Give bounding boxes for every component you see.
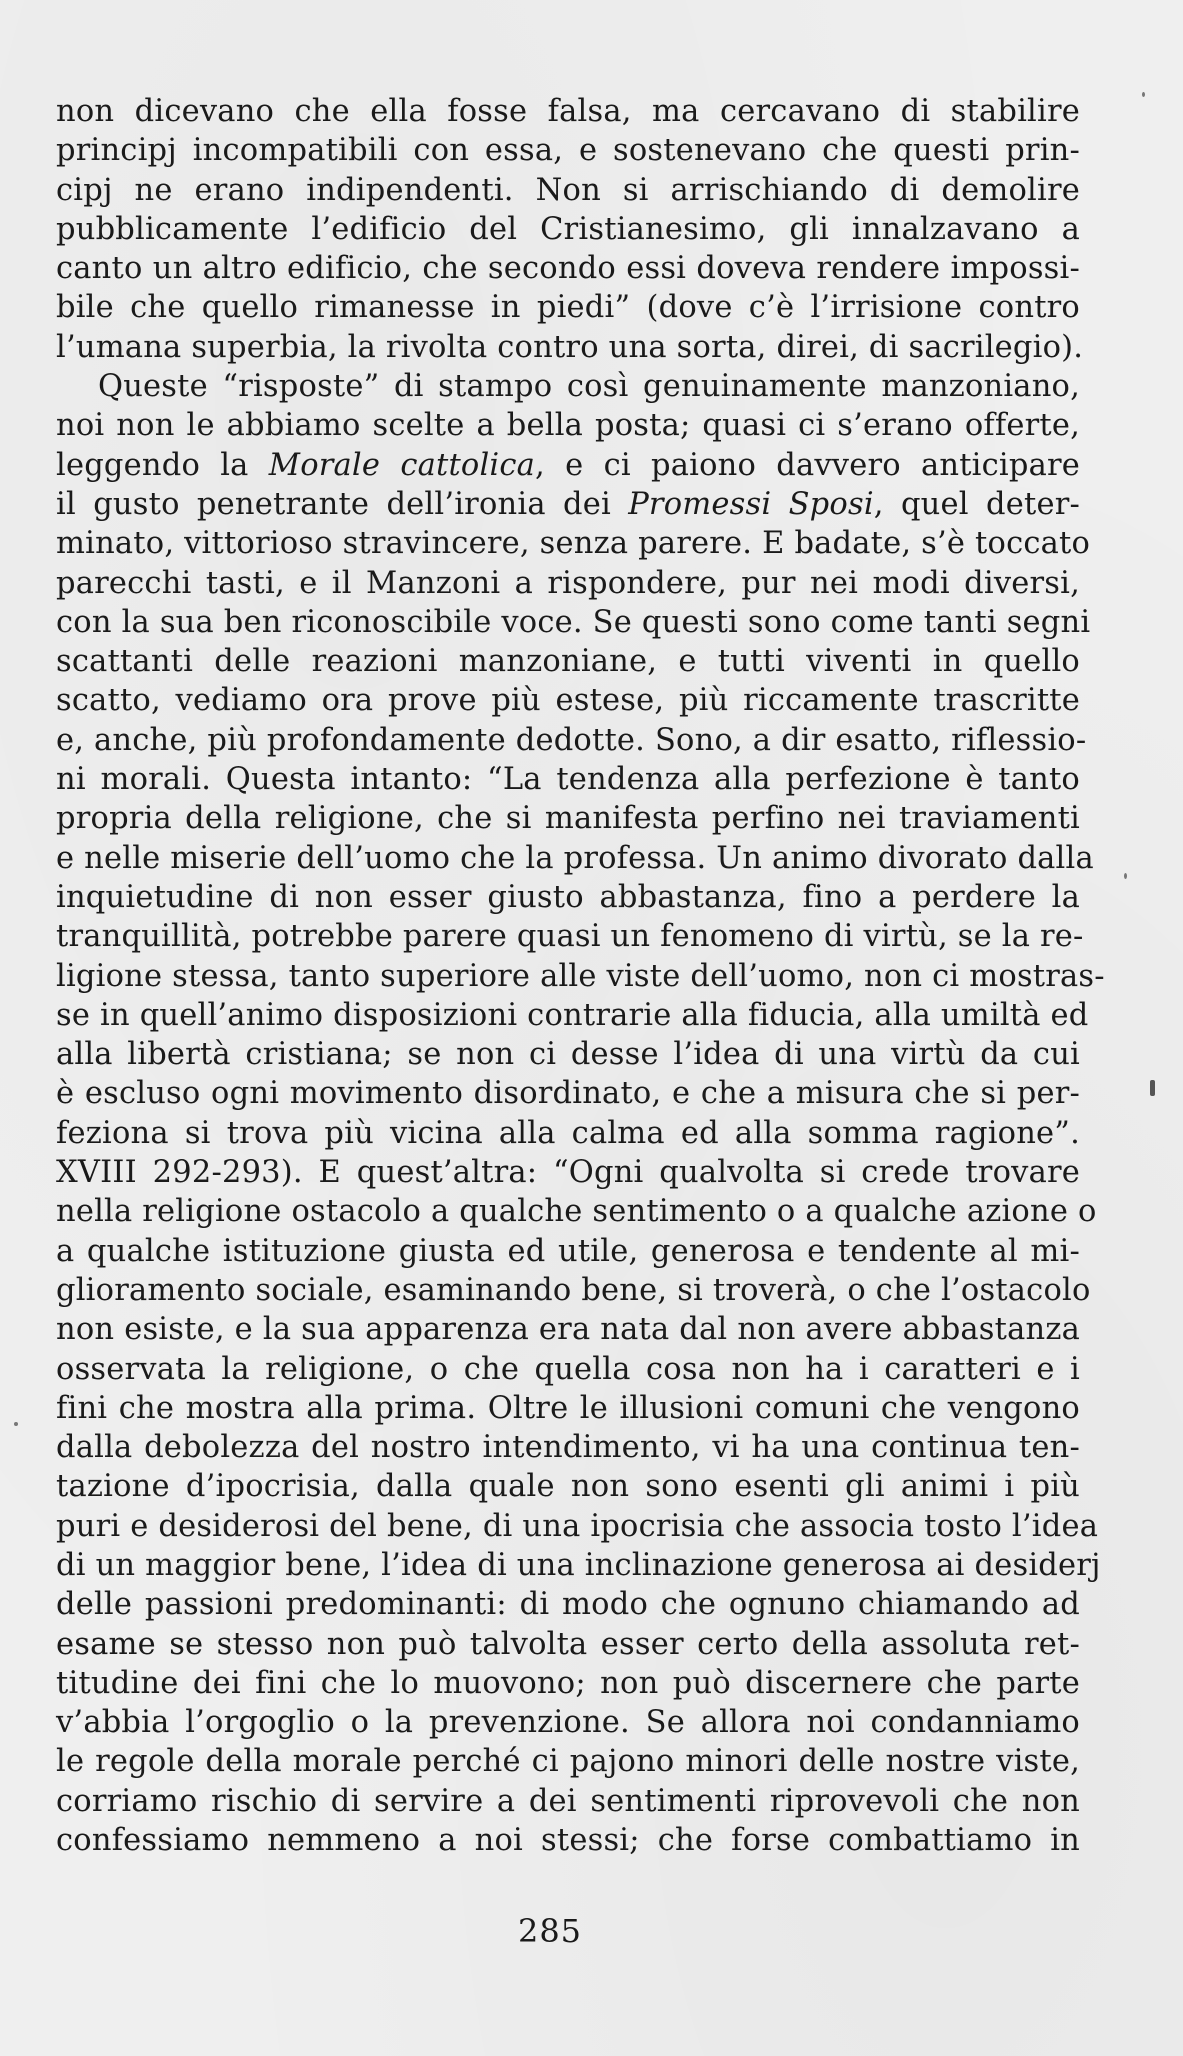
paper-speck: [1124, 873, 1127, 879]
text-line: fini che mostra alla prima. Oltre le illusioni comuni che vengono: [56, 1390, 1080, 1426]
text-segment: il gusto penetrante dell’ironia dei: [56, 486, 629, 522]
text-segment: , quel deter-: [873, 486, 1080, 522]
text-line: osservata la religione, o che quella cosa non ha i caratteri e i: [56, 1351, 1080, 1387]
text-line: minato, vittorioso stravincere, senza parere. E badate, s’è toccato: [56, 526, 1091, 562]
text-line: principj incompatibili con essa, e sostenevano che questi prin-: [56, 133, 1080, 169]
text-line: pubblicamente l’edificio del Cristianesimo, gli innalzavano a: [56, 211, 1080, 247]
text-line: feziona si trova più vicina alla calma ed alla somma ragione”.: [56, 1115, 1080, 1151]
text-line: e nelle miserie dell’uomo che la professa. Un animo divorato dalla: [56, 840, 1094, 876]
text-line: è escluso ogni movimento disordinato, e che a misura che si per-: [56, 1076, 1080, 1112]
body-text: [56, 92, 1105, 1860]
text-line: con la sua ben riconoscibile voce. Se questi sono come tanti segni: [56, 604, 1091, 640]
paper-speck: [1150, 1080, 1155, 1096]
text-line: ligione stessa, tanto superiore alle viste dell’uomo, non ci mostras-: [56, 958, 1105, 994]
text-line: dalla debolezza del nostro intendimento, vi ha una continua ten-: [56, 1430, 1080, 1466]
text-line: titudine dei fini che lo muovono; non può discernere che parte: [56, 1665, 1080, 1701]
text-line: v’abbia l’orgoglio o la prevenzione. Se allora noi condanniamo: [56, 1705, 1080, 1741]
text-line: tranquillità, potrebbe parere quasi un fenomeno di virtù, se la re-: [56, 919, 1084, 955]
italic-title: Morale cattolica: [268, 447, 536, 483]
text-line: e, anche, più profondamente dedotte. Sono, a dir esatto, riflessio-: [56, 722, 1087, 758]
text-line: propria della religione, che si manifesta perfino nei traviamenti: [56, 801, 1080, 837]
text-line: cipj ne erano indipendenti. Non si arrischiando di demolire: [56, 172, 1080, 208]
text-line: bile che quello rimanesse in piedi” (dove c’è l’irrisione contro: [56, 290, 1080, 326]
text-line: glioramento sociale, esaminando bene, si troverà, o che l’ostacolo: [56, 1272, 1091, 1308]
text-line: esame se stesso non può talvolta esser certo della assoluta ret-: [56, 1626, 1080, 1662]
text-line: non dicevano che ella fosse falsa, ma cercavano di stabilire: [56, 94, 1080, 129]
text-segment: leggendo la: [56, 447, 269, 483]
paper-speck: [14, 1422, 18, 1426]
text-line: alla libertà cristiana; se non ci desse l’idea di una virtù da cui: [56, 1037, 1080, 1073]
page-number: 285: [517, 1912, 583, 1950]
paper-speck: [1142, 92, 1145, 97]
text-line: delle passioni predominanti: di modo che ognuno chiamando ad: [56, 1587, 1080, 1623]
text-line: [56, 446, 1080, 485]
text-line: tazione d’ipocrisia, dalla quale non sono esenti gli animi i più: [56, 1469, 1080, 1505]
text-line: le regole della morale perché ci pajono minori delle nostre viste,: [56, 1744, 1080, 1780]
text-line: parecchi tasti, e il Manzoni a rispondere, pur nei modi diversi,: [56, 565, 1080, 601]
text-line: puri e desiderosi del bene, di una ipocrisia che associa tosto l’idea: [56, 1508, 1099, 1544]
text-line: l’umana superbia, la rivolta contro una sorta, direi, di sacrilegio).: [56, 329, 1084, 365]
text-line: non esiste, e la sua apparenza era nata dal non avere abbastanza: [56, 1312, 1080, 1348]
text-line: a qualche istituzione giusta ed utile, generosa e tendente al mi-: [56, 1233, 1080, 1269]
text-line: scatto, vediamo ora prove più estese, più riccamente trascritte: [56, 683, 1080, 719]
italic-title: Promessi Sposi: [628, 486, 874, 522]
text-line: di un maggior bene, l’idea di una inclinazione generosa ai desiderj: [56, 1547, 1101, 1583]
text-line: se in quell’animo disposizioni contrarie alla fiducia, alla umiltà ed: [56, 997, 1089, 1033]
text-line: inquietudine di non esser giusto abbastanza, fino a perdere la: [56, 879, 1080, 915]
text-line: XVIII 292-293). E quest’altra: “Ogni qualvolta si crede trovare: [56, 1155, 1080, 1191]
text-line: Queste “risposte” di stampo così genuinamente manzoniano,: [98, 369, 1080, 405]
text-line: canto un altro edificio, che secondo essi doveva rendere impossi-: [56, 251, 1080, 287]
text-line: nella religione ostacolo a qualche sentimento o a qualche azione o: [56, 1194, 1097, 1230]
text-line: scattanti delle reazioni manzoniane, e tutti viventi in quello: [56, 644, 1080, 680]
text-line: [56, 485, 1080, 524]
text-segment: , e ci paiono davvero anticipare: [535, 447, 1080, 483]
text-line: confessiamo nemmeno a noi stessi; che forse combattiamo in: [56, 1823, 1080, 1859]
text-line: noi non le abbiamo scelte a bella posta; quasi ci s’erano offerte,: [56, 408, 1080, 444]
text-line: corriamo rischio di servire a dei sentimenti riprovevoli che non: [56, 1783, 1080, 1819]
text-line: ni morali. Questa intanto: “La tendenza alla perfezione è tanto: [56, 762, 1080, 798]
